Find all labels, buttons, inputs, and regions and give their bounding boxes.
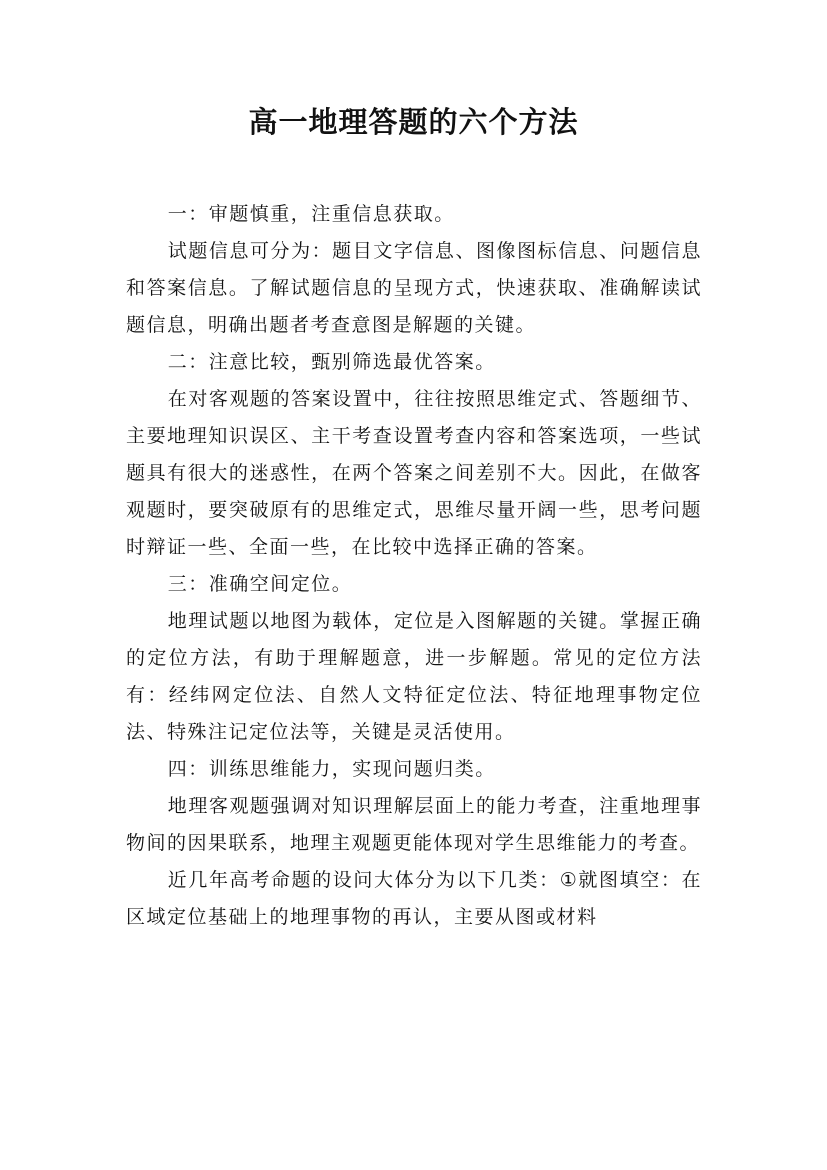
paragraph-4: 地理客观题强调对知识理解层面上的能力考查，注重地理事物间的因果联系，地理主观题更能体现对学生思维能力的考查。 <box>126 795 702 854</box>
heading-4: 四：训练思维能力，实现问题归类。 <box>167 758 496 780</box>
paragraph-1: 试题信息可分为：题目文字信息、图像图标信息、问题信息和答案信息。了解试题信息的呈现方式，快速获取、准确解读试题信息，明确出题者考查意图是解题的关键。 <box>126 240 702 336</box>
paragraph-5: 近几年高考命题的设问大体分为以下几类：①就图填空：在区域定位基础上的地理事物的再认，主要从图或材料 <box>126 869 702 928</box>
heading-3: 三：准确空间定位。 <box>167 573 353 595</box>
document-body <box>126 196 702 936</box>
heading-2: 二：注意比较，甄别筛选最优答案。 <box>167 351 496 373</box>
paragraph-2: 在对客观题的答案设置中，往往按照思维定式、答题细节、主要地理知识误区、主干考查设置考查内容和答案选项，一些试题具有很大的迷惑性，在两个答案之间差别不大。因此，在做客观题时，要突破原有的思维定式，思维尽量开阔一些，思考问题时辩证一些、全面一些，在比较中选择正确的答案。 <box>126 388 702 558</box>
document-title: 高一地理答题的六个方法 <box>248 105 579 139</box>
paragraph-3: 地理试题以地图为载体，定位是入图解题的关键。掌握正确的定位方法，有助于理解题意，进一步解题。常见的定位方法有：经纬网定位法、自然人文特征定位法、特征地理事物定位法、特殊注记定位法等，关键是灵活使用。 <box>126 610 702 743</box>
heading-1: 一：审题慎重，注重信息获取。 <box>167 203 455 225</box>
